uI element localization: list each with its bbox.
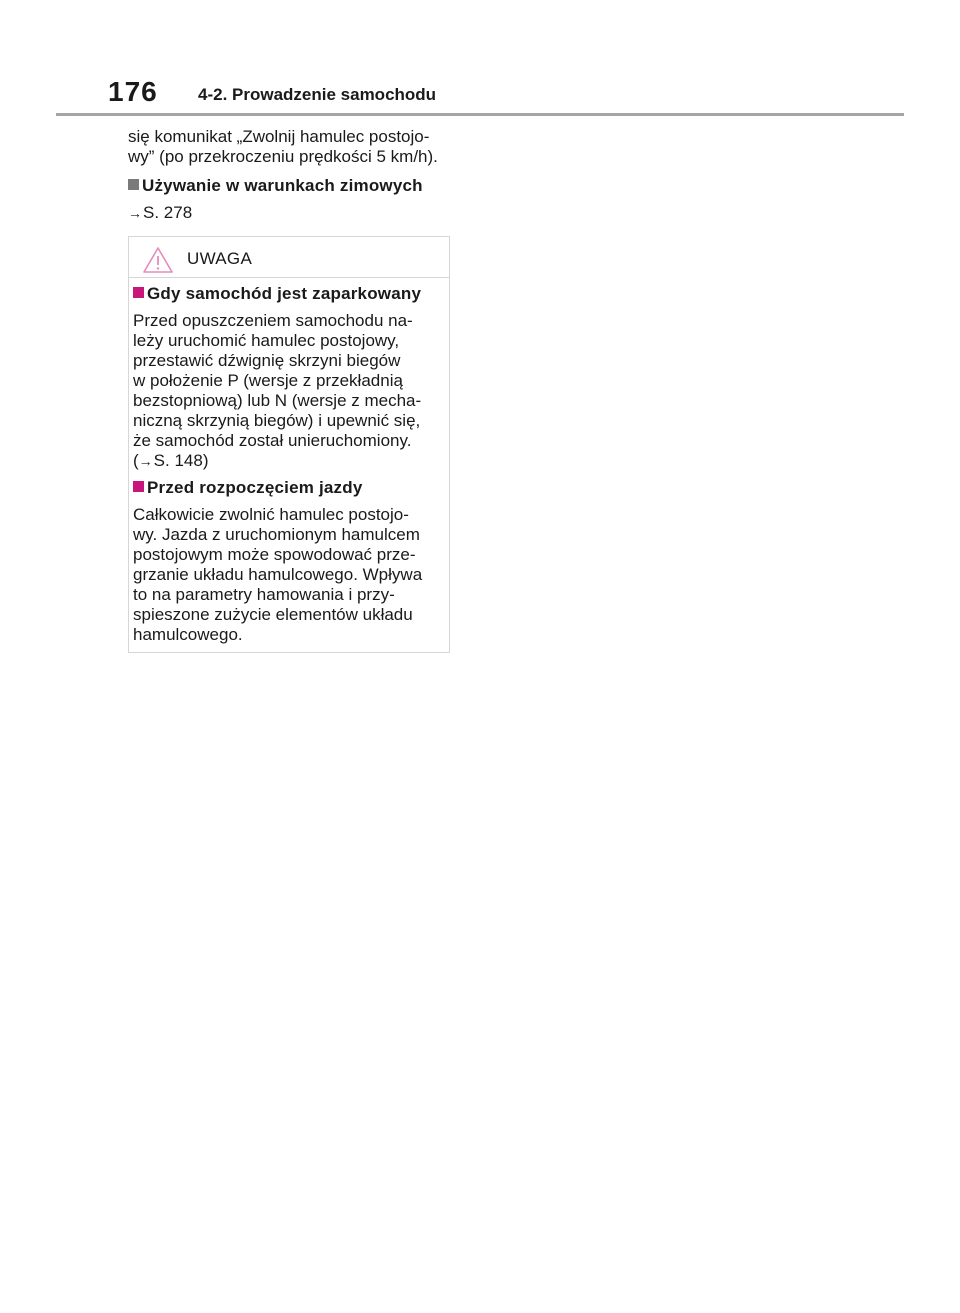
square-bullet-icon [133,481,144,492]
before-line: grzanie układu hamulcowego. Wpływa [133,565,423,584]
square-bullet-icon [133,287,144,298]
parked-line: niczną skrzynią biegów) i upewnić się, [133,411,421,430]
intro-line: się komunikat „Zwolnij hamulec postojo- [128,127,430,146]
parked-heading-text: Gdy samochód jest zaparkowany [147,284,422,303]
caution-box [128,236,450,653]
winter-heading [128,176,454,196]
warning-triangle-icon [143,247,173,273]
caution-header [129,237,449,278]
arrow-right-icon: → [128,205,142,221]
before-heading-text: Przed rozpoczęciem jazdy [147,478,363,497]
intro-line: wy” (po przekroczeniu prędkości 5 km/h). [128,147,438,166]
before-line: wy. Jazda z uruchomionym hamulcem [133,525,420,544]
intro-paragraph [128,127,454,167]
parked-ref-open: ( [133,451,139,470]
parked-heading [133,284,449,304]
main-column [128,127,454,243]
before-line: hamulcowego. [133,625,243,644]
before-line: spieszone zużycie elementów układu [133,605,413,624]
page-header [0,0,960,120]
parked-line: Przed opuszczeniem samochodu na- [133,311,413,330]
parked-line: w położenie P (wersje z przekładnią [133,371,403,390]
parked-line: że samochód został unieruchomiony. [133,431,412,450]
header-divider [56,113,904,116]
parked-reference-text[interactable]: S. 148) [153,451,209,470]
parked-paragraph [133,311,449,471]
before-line: postojowym może spowodować prze- [133,545,416,564]
winter-reference-text[interactable]: S. 278 [143,203,193,222]
arrow-right-icon: → [138,453,153,469]
page-number: 176 [108,76,158,107]
parked-line: przestawić dźwignię skrzyni biegów [133,351,401,370]
parked-line: leży uruchomić hamulec postojowy, [133,331,400,350]
winter-reference[interactable] [128,203,454,223]
section-title: 4-2. Prowadzenie samochodu [198,85,437,104]
square-bullet-icon [128,179,139,190]
caution-body [129,278,449,645]
before-paragraph [133,505,449,645]
caution-title: UWAGA [187,249,253,268]
before-heading [133,478,449,498]
winter-heading-text: Używanie w warunkach zimowych [142,176,423,195]
parked-line: bezstopniową) lub N (wersje z mecha- [133,391,422,410]
before-line: to na parametry hamowania i przy- [133,585,395,604]
before-line: Całkowicie zwolnić hamulec postojo- [133,505,409,524]
